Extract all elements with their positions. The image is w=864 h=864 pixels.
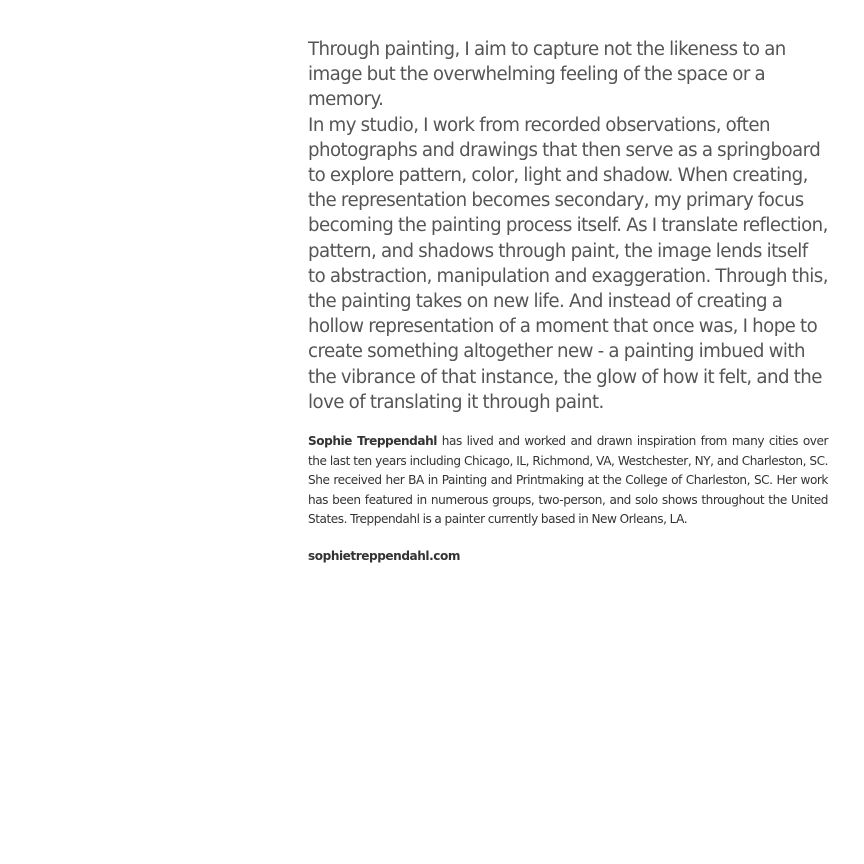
artist-name: Sophie Treppendahl [308, 434, 437, 449]
statement-paragraph-studio: In my studio, I work from recorded observations, often photographs and drawings that then serve as a springboard to explore pattern, color, light and shadow. When creating, the representation becomes secondary, my primary focus becoming the painting process itself. As I translate reflection, pattern, and shadows through paint, the image lends itself to abstraction, manipulation and exaggeration. Through this, the painting takes on new life. And instead of creating a hollow representation of a moment that once was, I hope to create something altogether new - a painting imbued with the vibrance of that instance, the glow of how it felt, and the love of translating it through paint. [308, 114, 828, 413]
artist-bio-text: has lived and worked and drawn inspiration from many cities over the last ten years including Chicago, IL, Richmond, VA, Westchester, NY, and Charleston, SC. She received her BA in Painting and Printmaking at the College of Charleston, SC. Her work has been featured in numerous groups, two-person, and solo shows throughout the United States. Treppendahl is a painter currently based in New Orleans, LA. [308, 434, 828, 527]
artist-bio [308, 432, 828, 530]
website-link[interactable]: sophietreppendahl.com [308, 548, 460, 563]
artist-statement-section [308, 37, 828, 566]
statement-paragraph-intro: Through painting, I aim to capture not the likeness to an image but the overwhelming feeling of the space or a memory. [308, 39, 786, 111]
artist-statement [308, 37, 828, 415]
